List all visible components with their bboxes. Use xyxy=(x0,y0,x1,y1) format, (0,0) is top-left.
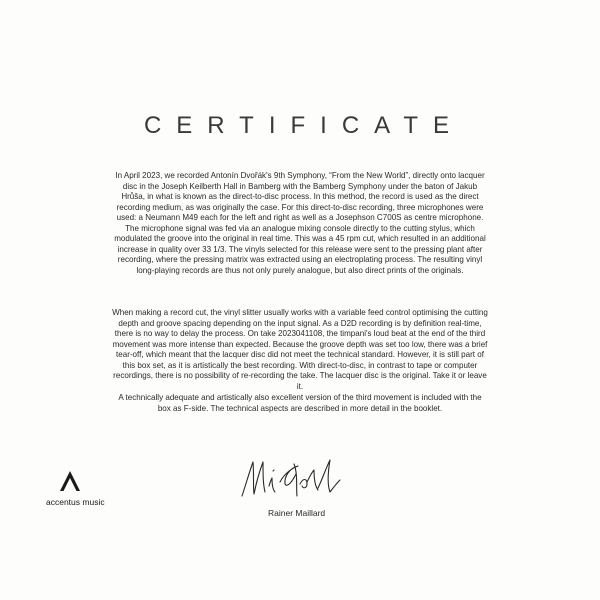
paragraph-recording: In April 2023, we recorded Antonín Dvořák's 9th Symphony, “From the New World”, directly onto lacquer disc in the Joseph Keilberth Hall in Bamberg with the Bamberg Symphony under the baton of Jakub Hrůša, in what is known as the direct-to-disc process. In this method, the record is used as the direct recording medium, as was originally the case. For this direct-to-disc recording, three microphones were used: a Neumann M49 each for the left and right as well as a Josephson C700S as centre microphone. The microphone signal was fed via an analogue mixing console directly to the cutting stylus, which modulated the groove into the original in real time. This was a 45 rpm cut, which resulted in an additional increase in quality over 33 1/3. The vinyls selected for this release were sent to the pressing plant after recording, where the pressing matrix was extracted using an electroplating process. The resulting vinyl long-playing records are thus not only purely analogue, but also direct prints of the originals. xyxy=(114,171,486,275)
accentus-logo xyxy=(46,470,106,510)
accentus-a-logo-icon xyxy=(58,470,82,492)
signer-name: Rainer Maillard xyxy=(268,508,326,518)
paragraph-cutting: When making a record cut, the vinyl slitter usually works with a variable feed control optimising the cutting depth and groove spacing depending on the input signal. As a D2D recording is by definition real-time, there is no way to delay the process. On take 2023041108, the timpani's loud beat at the end of the third movement was more intense than expected. Because the groove depth was set too low, there was a brief tear-off, which meant that the lacquer disc did not meet the technical standard. However, it is still part of this box set, as it is artistically the best recording. With direct-to-disc, in contrast to tape or computer recordings, there is no possibility of re-recording the take. The lacquer disc is the original. Take it or leave it. xyxy=(112,308,488,391)
handwritten-signature xyxy=(236,444,358,508)
logo-text: accentus music xyxy=(46,497,105,507)
certificate-title: CERTIFICATE xyxy=(143,112,465,139)
paragraph-f-side: A technically adequate and artistically also excellent version of the third movement is included with the box as F-side. The technical aspects are described in more detail in the booklet. xyxy=(118,393,482,413)
